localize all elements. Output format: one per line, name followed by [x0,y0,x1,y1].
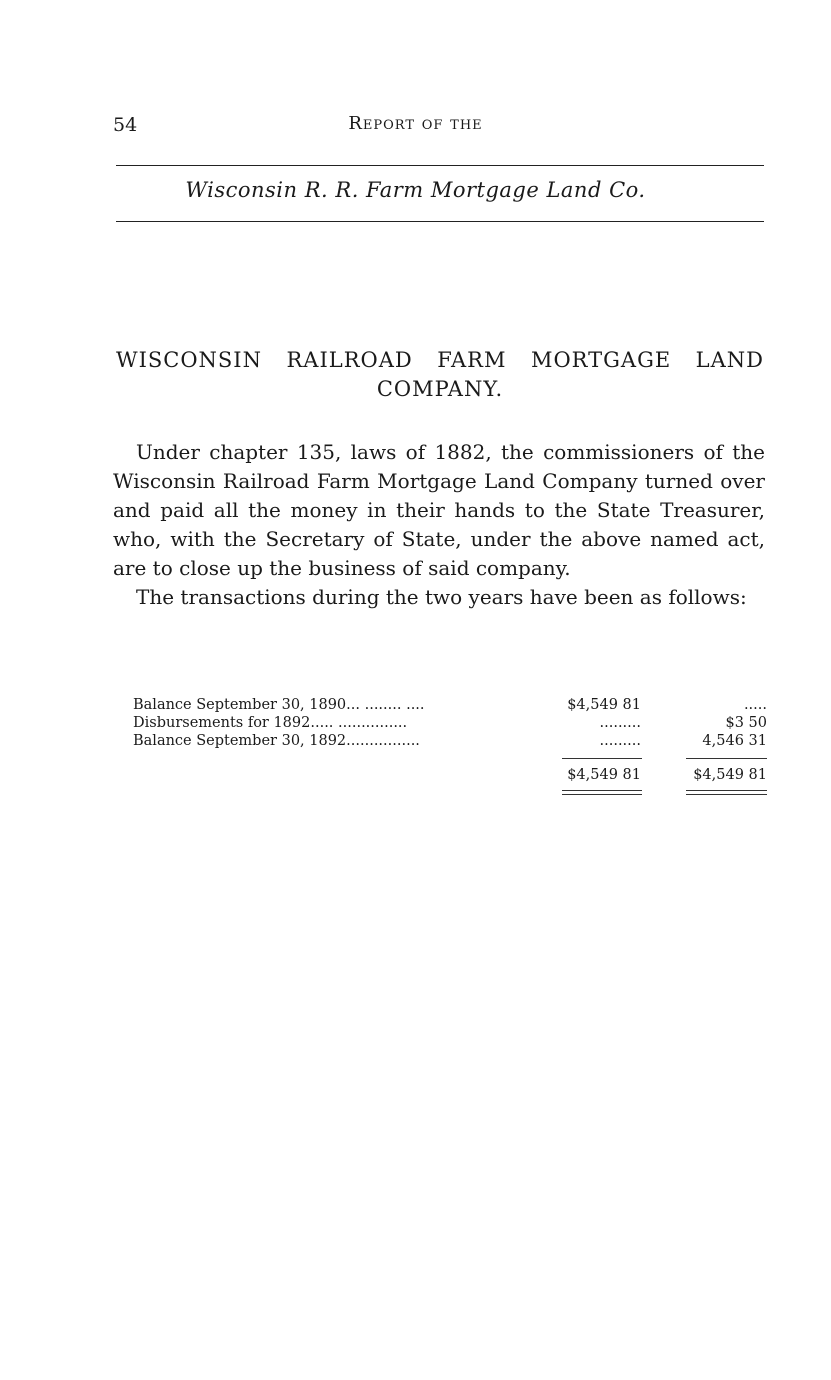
ledger-total-debit: $4,549 81 [567,767,641,783]
ledger-credit: ..... [743,697,767,713]
ledger-row [133,732,767,750]
page-number: 54 [113,114,138,136]
ledger-description: Balance September 30, 1890... ........ .... [133,697,425,713]
double-rule-credit [686,790,767,795]
paragraph-1: Under chapter 135, laws of 1882, the commissioners of the Wisconsin Railroad Farm Mortgage Land Company turned over and paid all the money in their hands to the State Treasurer, who, with the Secretary of State, under the above named act, are to close up the business of said company. [113,440,765,580]
header-rule-bottom [116,221,764,222]
body-text [113,438,765,612]
ledger-total-row [133,766,767,784]
sum-rule-debit [562,758,642,759]
ledger-debit: ......... [599,715,641,731]
ledger-total-credit: $4,549 81 [693,767,767,783]
running-head: Report of the [348,113,483,134]
subhead: Wisconsin R. R. Farm Mortgage Land Co. [185,178,646,202]
ledger-description: Disbursements for 1892..... ............... [133,715,408,731]
ledger-row [133,696,767,714]
sum-rule-credit [686,758,767,759]
ledger-debit: $4,549 81 [567,697,641,713]
ledger-credit: 4,546 31 [702,733,767,749]
ledger-credit: $3 50 [725,715,767,731]
paragraph-2: The transactions during the two years have been as follows: [136,585,747,609]
section-title [116,346,764,404]
double-rule-debit [562,790,642,795]
ledger-description: Balance September 30, 1892................ [133,733,420,749]
ledger-table [133,696,767,783]
header-rule-top [116,165,764,166]
section-title-line-2: COMPANY. [376,377,504,401]
section-title-line-1: WISCONSIN RAILROAD FARM MORTGAGE LAND [116,348,764,372]
ledger-debit: ......... [599,733,641,749]
ledger-row [133,714,767,732]
